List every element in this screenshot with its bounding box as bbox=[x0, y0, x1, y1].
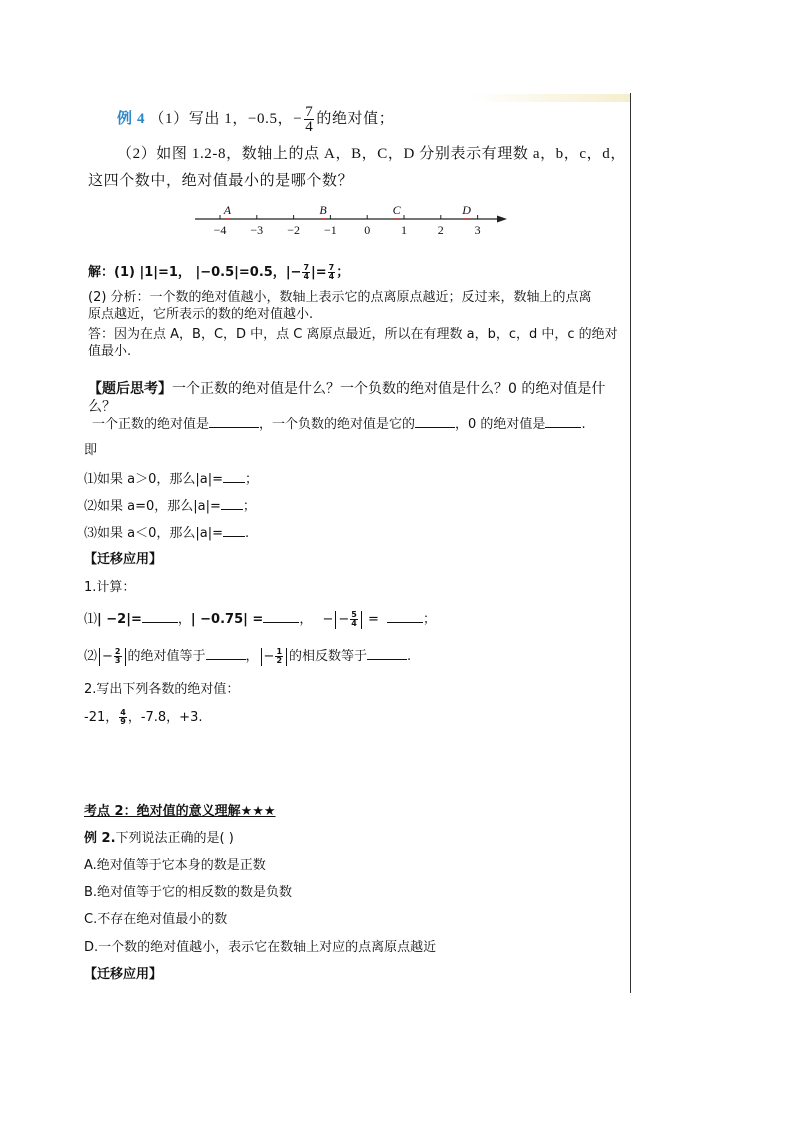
reflection-fill-line bbox=[92, 416, 586, 433]
fraction-denominator: 2 bbox=[276, 656, 283, 665]
fill-text-1: 一个正数的绝对值是 bbox=[92, 417, 210, 432]
q1a-fraction bbox=[350, 611, 358, 628]
q1b-end: . bbox=[407, 649, 412, 664]
abs-bar-left bbox=[99, 648, 100, 666]
abs-bar-right bbox=[361, 611, 362, 629]
reflection-question-line2: 么？ bbox=[88, 399, 116, 415]
option-a[interactable]: A.绝对值等于它本身的数是正数 bbox=[84, 858, 266, 873]
blank-q1a-1[interactable] bbox=[142, 611, 178, 623]
analysis-line1: (2) 分析：一个数的绝对值越小，数轴上表示它的点离原点越近；反过来，数轴上的点离 bbox=[88, 290, 592, 305]
reflection-title: 【题后思考】 bbox=[88, 381, 172, 397]
blank-case1[interactable] bbox=[223, 471, 245, 483]
reflection-question-line1 bbox=[88, 380, 605, 398]
kaodian2-title: 考点 2：绝对值的意义理解★★★ bbox=[84, 804, 276, 819]
q1b-fraction2 bbox=[275, 648, 283, 665]
arrow-right-icon bbox=[497, 216, 507, 223]
q1a-minus: − bbox=[322, 612, 334, 627]
example4-question2-line1: （2）如图 1.2-8，数轴上的点 A，B，C，D 分别表示有理数 a，b，c，d， bbox=[117, 146, 626, 162]
case1-line bbox=[84, 471, 258, 488]
q1b-minus1: − bbox=[102, 649, 113, 664]
example4-part1-suffix: 的绝对值； bbox=[316, 111, 395, 127]
option-b[interactable]: B.绝对值等于它的相反数的数是负数 bbox=[84, 885, 293, 900]
q1b-prefix: ⑵ bbox=[84, 649, 98, 664]
q1b-fraction1 bbox=[114, 648, 122, 665]
q1b-text1: 的绝对值等于 bbox=[127, 649, 206, 664]
blank-q1a-2[interactable] bbox=[263, 611, 299, 623]
answer-line1: 答：因为在点 A，B，C，D 中，点 C 离原点最近，所以在有理数 a，b，c，d 中，c 的绝对 bbox=[88, 327, 618, 342]
blank-q1b-1[interactable] bbox=[206, 648, 246, 660]
solution-line1 bbox=[88, 262, 349, 284]
case1-end: ； bbox=[245, 472, 259, 487]
point-label-a: A bbox=[223, 203, 232, 217]
solution-abs-mid: |= bbox=[311, 265, 327, 280]
practice1-q2-numbers bbox=[84, 706, 202, 730]
q1b-text2: 的相反数等于 bbox=[289, 649, 368, 664]
tick-label: 3 bbox=[474, 223, 481, 237]
practice1-q2-title: 2.写出下列各数的绝对值： bbox=[84, 682, 240, 697]
blank-q1a-3[interactable] bbox=[387, 611, 423, 623]
blank-case3[interactable] bbox=[223, 525, 245, 537]
fill-text-4: . bbox=[581, 417, 586, 432]
fraction-numerator: 4 bbox=[120, 708, 126, 717]
abs-bar-right bbox=[286, 648, 287, 666]
practice1-q1-title: 1.计算： bbox=[84, 580, 136, 595]
right-margin-rule bbox=[630, 93, 631, 993]
q1b-minus2: − bbox=[263, 649, 275, 664]
point-label-b: B bbox=[319, 203, 327, 217]
tick-label: 1 bbox=[401, 223, 407, 237]
practice1-q1a bbox=[84, 608, 436, 632]
practice1-title: 【迁移应用】 bbox=[84, 552, 163, 567]
ji-text: 即 bbox=[84, 443, 98, 458]
blank-case2[interactable] bbox=[221, 498, 243, 510]
example4-minus: − bbox=[293, 111, 303, 127]
q1a-comma1: ， bbox=[177, 612, 191, 627]
example2-label: 例 2. bbox=[84, 831, 116, 846]
q1a-expr1: | −2|= bbox=[97, 612, 142, 627]
reflection-question: 一个正数的绝对值是什么？一个负数的绝对值是什么？0 的绝对值是什 bbox=[172, 381, 606, 397]
fraction-denominator: 4 bbox=[328, 272, 335, 281]
q2-fraction bbox=[119, 709, 127, 726]
solution-line1-end: ； bbox=[336, 265, 350, 280]
fill-text-2: ，一个负数的绝对值是它的 bbox=[259, 417, 416, 432]
fill-text-3: ，0 的绝对值是 bbox=[455, 417, 546, 432]
tick-label: −4 bbox=[213, 223, 227, 237]
tick-label: 0 bbox=[364, 223, 371, 237]
fraction-denominator: 9 bbox=[120, 717, 126, 726]
option-c[interactable]: C.不存在绝对值最小的数 bbox=[84, 912, 228, 927]
example4-part1-prefix: （1）写出 1，−0.5， bbox=[149, 111, 294, 127]
fraction-numerator: 1 bbox=[276, 647, 283, 656]
fraction-numerator: 7 bbox=[305, 104, 314, 121]
case2-text: ⑵如果 a=0，那么|a|= bbox=[84, 499, 221, 514]
solution-fraction-inner bbox=[302, 264, 310, 281]
q1a-eq: = bbox=[363, 612, 379, 627]
solution-abs-prefix: |− bbox=[285, 265, 302, 280]
point-label-c: C bbox=[392, 203, 401, 217]
fraction-numerator: 7 bbox=[328, 263, 335, 272]
example2-line bbox=[84, 831, 234, 847]
blank-negative-abs[interactable] bbox=[415, 416, 455, 428]
q1b-comma: ， bbox=[245, 649, 259, 664]
case3-text: ⑶如果 a＜0，那么|a|= bbox=[84, 526, 223, 541]
q1a-expr2: | −0.75| = bbox=[190, 612, 264, 627]
practice1-q1b bbox=[84, 645, 411, 669]
blank-q1b-2[interactable] bbox=[367, 648, 407, 660]
fraction-denominator: 4 bbox=[303, 272, 310, 281]
fraction-numerator: 5 bbox=[351, 610, 357, 619]
fraction-denominator: 4 bbox=[305, 119, 314, 136]
example4-question1 bbox=[117, 101, 394, 137]
case3-line bbox=[84, 525, 249, 542]
analysis-line2: 原点越近，它所表示的数的绝对值越小. bbox=[88, 307, 314, 322]
abs-bar-left bbox=[335, 611, 336, 629]
q2-suffix: ，-7.8，+3. bbox=[127, 710, 203, 725]
blank-positive-abs[interactable] bbox=[209, 416, 259, 428]
fraction-numerator: 7 bbox=[303, 263, 310, 272]
top-shading bbox=[470, 94, 630, 102]
fraction-denominator: 4 bbox=[351, 619, 357, 628]
example4-question2-line2: 这四个数中，绝对值最小的是哪个数？ bbox=[88, 173, 354, 189]
abs-bar-right bbox=[125, 648, 126, 666]
answer-line2: 值最小. bbox=[88, 344, 132, 359]
blank-zero-abs[interactable] bbox=[545, 416, 581, 428]
tick-label: −3 bbox=[250, 223, 264, 237]
fraction-seven-fourths bbox=[304, 105, 314, 134]
tick-label: −2 bbox=[287, 223, 300, 237]
tick-label: −1 bbox=[324, 223, 337, 237]
q2-prefix: -21， bbox=[84, 710, 119, 725]
number-line-figure bbox=[185, 200, 515, 238]
solution-part1: 解：(1) |1|=1， |−0.5|=0.5， bbox=[88, 265, 286, 280]
abs-bar-left bbox=[261, 648, 262, 666]
solution-fraction-result bbox=[328, 264, 336, 281]
fraction-denominator: 3 bbox=[114, 656, 121, 665]
case3-end: . bbox=[245, 526, 250, 541]
practice2-title: 【迁移应用】 bbox=[84, 967, 163, 982]
example4-label: 例 4 bbox=[117, 111, 146, 127]
fraction-numerator: 2 bbox=[114, 647, 121, 656]
case2-line bbox=[84, 498, 256, 515]
case2-end: ； bbox=[242, 499, 256, 514]
q1a-comma2: ， bbox=[299, 612, 313, 627]
example2-text: 下列说法正确的是( ) bbox=[115, 831, 234, 846]
option-d[interactable]: D.一个数的绝对值越小，表示它在数轴上对应的点离原点越近 bbox=[84, 940, 437, 955]
q1a-prefix: ⑴ bbox=[84, 612, 98, 627]
q1a-inner-minus: − bbox=[338, 612, 350, 627]
q1a-end: ； bbox=[423, 612, 437, 627]
point-label-d: D bbox=[462, 203, 471, 217]
case1-text: ⑴如果 a＞0，那么|a|= bbox=[84, 472, 223, 487]
tick-label: 2 bbox=[437, 223, 444, 237]
